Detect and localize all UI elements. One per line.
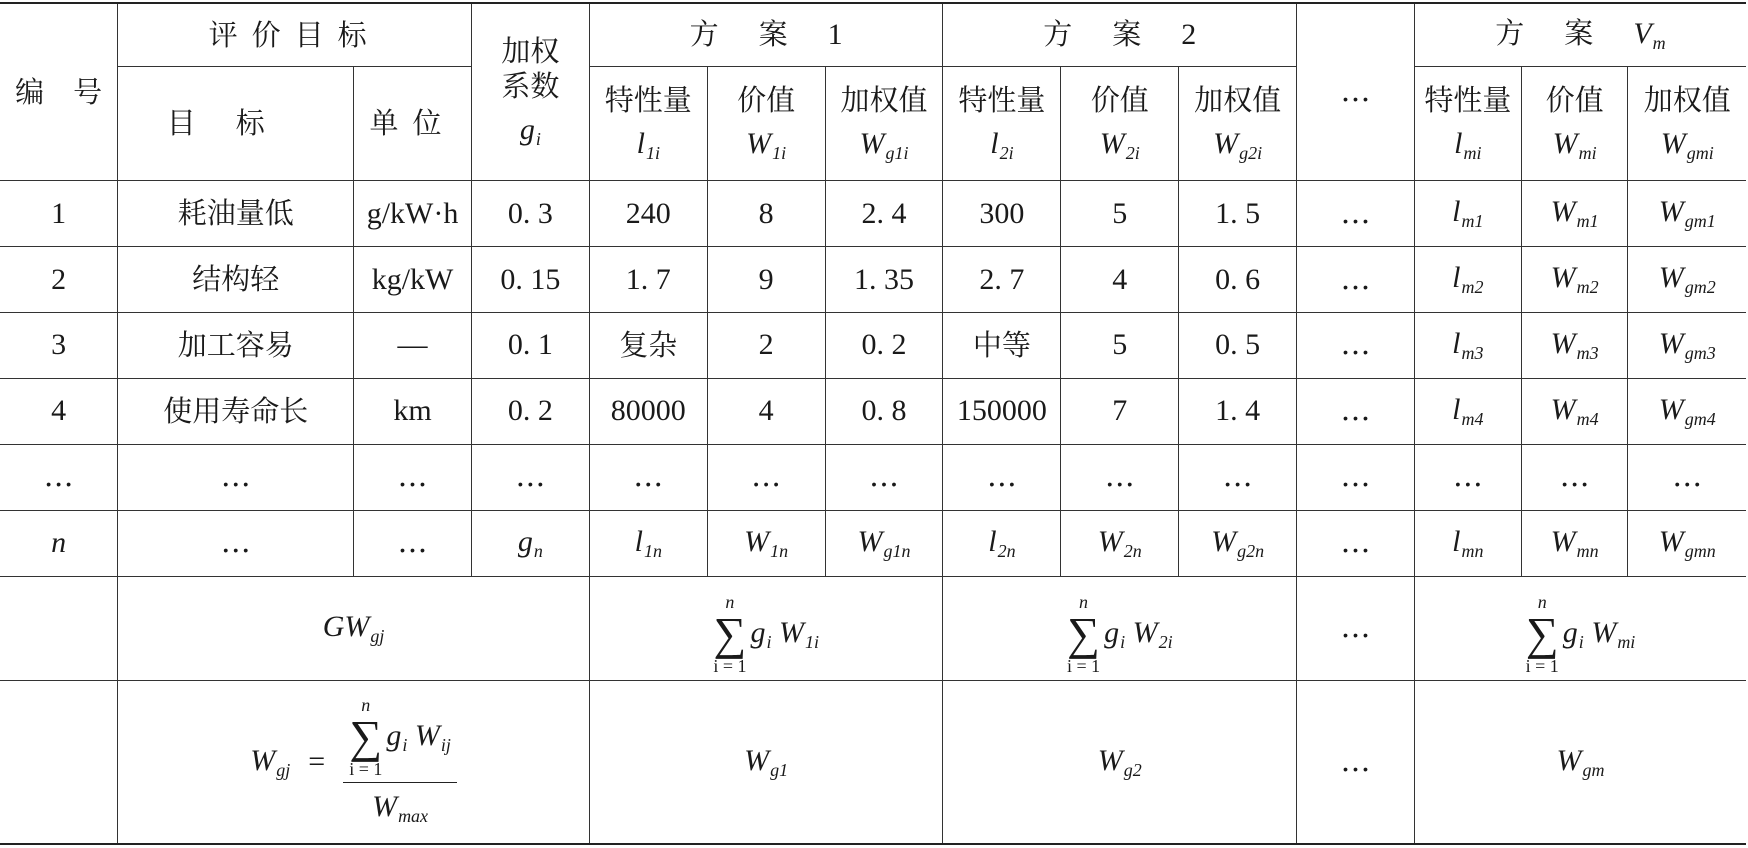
row-pm-value: $W_{mn}$	[1521, 510, 1628, 576]
row-weight: 0. 1	[471, 313, 589, 379]
row-pm-weighted: $W_{gmn}$	[1628, 510, 1746, 576]
row-pm-char: $l_{m3}$	[1414, 313, 1521, 379]
row-unit: …	[354, 510, 472, 576]
final-plan-m: $W_{gm}$	[1414, 680, 1746, 844]
row-p2-value: 7	[1061, 378, 1179, 444]
header-row-1	[0, 3, 1746, 67]
ellipsis-cell: …	[471, 444, 589, 510]
row-p1-weighted: $W_{g1n}$	[825, 510, 943, 576]
row-unit: km	[354, 378, 472, 444]
header-plan-1: 方案1	[589, 3, 943, 67]
row-unit: —	[354, 313, 472, 379]
header-unit: 单位	[354, 67, 472, 181]
ellipsis-cell: …	[589, 444, 707, 510]
header-p2-value: 价值 $W_{2i}$	[1061, 67, 1179, 181]
row-p1-weighted: 0. 8	[825, 378, 943, 444]
final-plan-1: $W_{g1}$	[589, 680, 943, 844]
header-p1-weighted: 加权值 $W_{g1i}$	[825, 67, 943, 181]
row-target: …	[118, 510, 354, 576]
row-p1-char: 1. 7	[589, 247, 707, 313]
final-row	[0, 680, 1746, 844]
sum-plan-m: n ∑ i = 1 $g_i$ $W_{mi}$	[1414, 576, 1746, 680]
evaluation-table	[0, 2, 1746, 845]
header-p1-char: 特性量 $l_{1i}$	[589, 67, 707, 181]
header-pm-weighted: 加权值 $W_{gmi}$	[1628, 67, 1746, 181]
header-p1-value: 价值 $W_{1i}$	[707, 67, 825, 181]
sum-ellipsis: …	[1297, 576, 1415, 680]
row-number: 1	[0, 181, 118, 247]
row-p2-char: 300	[943, 181, 1061, 247]
row-p2-value: $W_{2n}$	[1061, 510, 1179, 576]
row-pm-char: $l_{mn}$	[1414, 510, 1521, 576]
sum-row	[0, 576, 1746, 680]
header-p2-weighted: 加权值 $W_{g2i}$	[1179, 67, 1297, 181]
row-p2-value: 5	[1061, 181, 1179, 247]
ellipsis-cell: …	[1297, 444, 1415, 510]
ellipsis-cell: …	[1521, 444, 1628, 510]
final-row-blank	[0, 680, 118, 844]
ellipsis-cell: …	[354, 444, 472, 510]
header-number: 编 号	[0, 3, 118, 181]
row-ellipsis: …	[1297, 181, 1415, 247]
table-row	[0, 247, 1746, 313]
table-row	[0, 378, 1746, 444]
row-p2-char: 中等	[943, 313, 1061, 379]
header-ellipsis: …	[1297, 3, 1415, 181]
row-pm-weighted: $W_{gm1}$	[1628, 181, 1746, 247]
ellipsis-cell: …	[1628, 444, 1746, 510]
row-ellipsis: …	[1297, 510, 1415, 576]
row-p2-weighted: 0. 5	[1179, 313, 1297, 379]
header-pm-value: 价值 $W_{mi}$	[1521, 67, 1628, 181]
sum-row-label: $GW_{gj}$	[118, 576, 589, 680]
row-p1-value: 2	[707, 313, 825, 379]
row-p2-char: $l_{2n}$	[943, 510, 1061, 576]
row-target: 使用寿命长	[118, 378, 354, 444]
table-row-n	[0, 510, 1746, 576]
weight-symbol: $g_i$	[519, 112, 541, 149]
row-p2-char: 2. 7	[943, 247, 1061, 313]
final-formula: $W_{gj}$ = n ∑ i = 1 $g_i$ $W_{ij}$ $W_{max}$	[118, 680, 589, 844]
table-row	[0, 181, 1746, 247]
header-weight-coef: 加权 系数 $g_i$	[471, 3, 589, 181]
row-number: 2	[0, 247, 118, 313]
row-p2-value: 5	[1061, 313, 1179, 379]
ellipsis-cell: …	[1179, 444, 1297, 510]
sum-plan-2: n ∑ i = 1 $g_i$ $W_{2i}$	[943, 576, 1297, 680]
ellipsis-cell: …	[707, 444, 825, 510]
final-plan-2: $W_{g2}$	[943, 680, 1297, 844]
row-p1-weighted: 0. 2	[825, 313, 943, 379]
ellipsis-cell: …	[825, 444, 943, 510]
row-p1-value: 4	[707, 378, 825, 444]
row-p1-char: 80000	[589, 378, 707, 444]
ellipsis-cell: …	[1061, 444, 1179, 510]
row-p1-value: 9	[707, 247, 825, 313]
header-row-2	[0, 67, 1746, 181]
row-pm-value: $W_{m2}$	[1521, 247, 1628, 313]
row-p2-weighted: 1. 4	[1179, 378, 1297, 444]
ellipsis-cell: …	[0, 444, 118, 510]
row-target: 结构轻	[118, 247, 354, 313]
row-pm-char: $l_{m1}$	[1414, 181, 1521, 247]
ellipsis-cell: …	[1414, 444, 1521, 510]
row-ellipsis: …	[1297, 247, 1415, 313]
row-pm-value: $W_{m1}$	[1521, 181, 1628, 247]
header-pm-char: 特性量 $l_{mi}$	[1414, 67, 1521, 181]
row-p1-value: 8	[707, 181, 825, 247]
row-ellipsis: …	[1297, 378, 1415, 444]
row-ellipsis: …	[1297, 313, 1415, 379]
ellipsis-cell: …	[118, 444, 354, 510]
row-p1-char: 复杂	[589, 313, 707, 379]
row-pm-weighted: $W_{gm2}$	[1628, 247, 1746, 313]
row-pm-char: $l_{m4}$	[1414, 378, 1521, 444]
row-weight: 0. 3	[471, 181, 589, 247]
header-target: 目标	[118, 67, 354, 181]
row-p1-value: $W_{1n}$	[707, 510, 825, 576]
row-p2-weighted: 0. 6	[1179, 247, 1297, 313]
header-plan-m: 方案$V_m$	[1414, 3, 1746, 67]
row-pm-weighted: $W_{gm3}$	[1628, 313, 1746, 379]
row-p1-weighted: 2. 4	[825, 181, 943, 247]
sum-row-blank	[0, 576, 118, 680]
ellipsis-row	[0, 444, 1746, 510]
row-p1-weighted: 1. 35	[825, 247, 943, 313]
formula-fraction: n ∑ i = 1 $g_i$ $W_{ij}$ $W_{max}$	[343, 696, 457, 828]
header-p2-char: 特性量 $l_{2i}$	[943, 67, 1061, 181]
row-pm-weighted: $W_{gm4}$	[1628, 378, 1746, 444]
row-number: 4	[0, 378, 118, 444]
row-number: n	[0, 510, 118, 576]
row-p1-char: 240	[589, 181, 707, 247]
table-row	[0, 313, 1746, 379]
row-pm-value: $W_{m4}$	[1521, 378, 1628, 444]
row-p1-char: $l_{1n}$	[589, 510, 707, 576]
row-pm-char: $l_{m2}$	[1414, 247, 1521, 313]
sum-plan-1: n ∑ i = 1 $g_i$ $W_{1i}$	[589, 576, 943, 680]
row-unit: g/kW·h	[354, 181, 472, 247]
header-plan-2: 方案2	[943, 3, 1297, 67]
row-target: 加工容易	[118, 313, 354, 379]
ellipsis-cell: …	[943, 444, 1061, 510]
row-unit: kg/kW	[354, 247, 472, 313]
row-pm-value: $W_{m3}$	[1521, 313, 1628, 379]
header-eval-target: 评价目标	[118, 3, 472, 67]
row-target: 耗油量低	[118, 181, 354, 247]
row-p2-weighted: $W_{g2n}$	[1179, 510, 1297, 576]
row-weight: $g_n$	[471, 510, 589, 576]
final-ellipsis: …	[1297, 680, 1415, 844]
row-weight: 0. 2	[471, 378, 589, 444]
row-p2-char: 150000	[943, 378, 1061, 444]
row-weight: 0. 15	[471, 247, 589, 313]
row-p2-value: 4	[1061, 247, 1179, 313]
row-p2-weighted: 1. 5	[1179, 181, 1297, 247]
row-number: 3	[0, 313, 118, 379]
